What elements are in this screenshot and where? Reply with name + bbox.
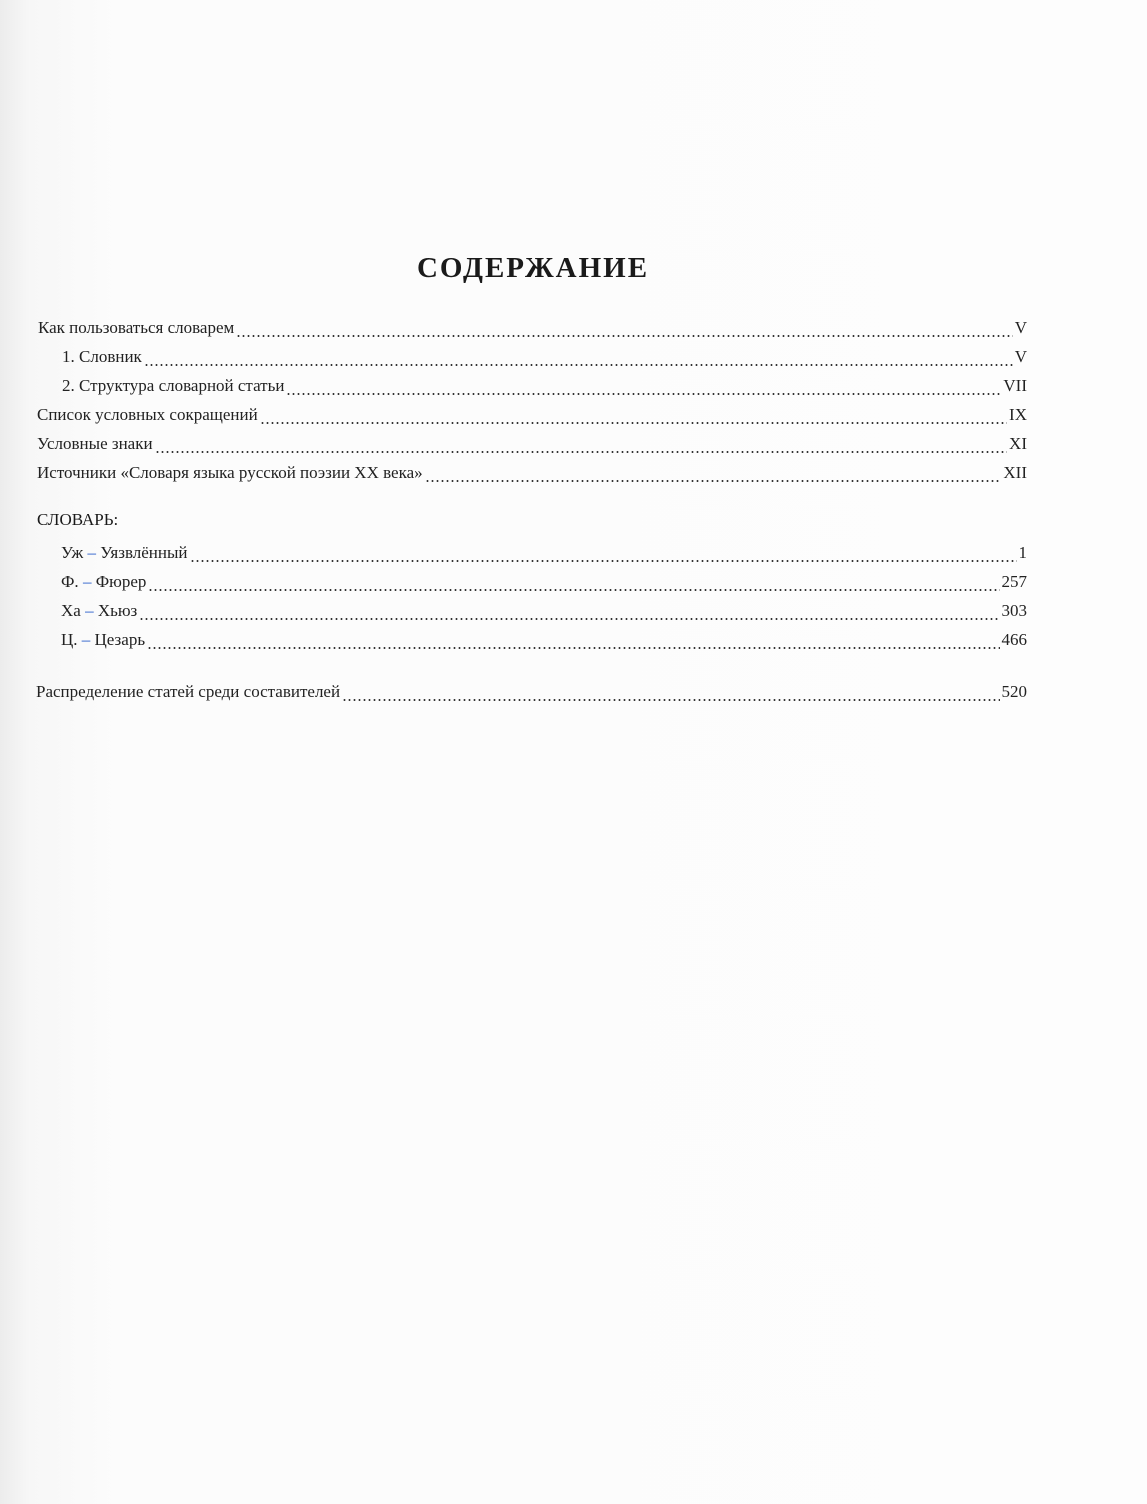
toc-entry-page: V xyxy=(1014,318,1027,337)
entry-from: Ф. xyxy=(61,572,79,591)
leader-dots xyxy=(190,549,1017,563)
entry-to: Цезарь xyxy=(94,630,146,649)
toc-entry xyxy=(37,461,1027,483)
toc-entry-page: XII xyxy=(1003,463,1027,482)
leader-dots xyxy=(148,578,999,592)
toc-entry-page: VII xyxy=(1003,376,1027,395)
entry-dash: – xyxy=(87,543,97,562)
toc-entry-label: Источники «Словаря языка русской поэзии XX века» xyxy=(37,463,423,482)
dictionary-entry xyxy=(61,570,1027,592)
toc-entry-page: XI xyxy=(1009,434,1027,453)
dictionary-entry xyxy=(61,599,1027,621)
entry-to: Фюрер xyxy=(95,572,147,591)
toc-entry-label: 2. Структура словарной статьи xyxy=(62,376,285,395)
dictionary-heading: СЛОВАРЬ: xyxy=(37,510,119,529)
toc-entry xyxy=(37,403,1027,425)
toc-entry-page: IX xyxy=(1009,405,1027,424)
dictionary-entry-page: 1 xyxy=(1018,543,1027,562)
leader-dots xyxy=(139,607,999,621)
leader-dots xyxy=(286,382,1001,396)
leader-dots xyxy=(260,411,1007,425)
dictionary-entry-page: 257 xyxy=(1001,572,1027,591)
entry-from: Ха xyxy=(61,601,81,620)
dictionary-entry-label xyxy=(61,572,146,592)
leader-dots xyxy=(155,440,1007,454)
toc-entry-label: Как пользоваться словарем xyxy=(38,318,235,337)
entry-to: Уязвлённый xyxy=(100,543,188,562)
dictionary-entry xyxy=(61,541,1027,563)
dictionary-entry-page: 303 xyxy=(1001,601,1027,620)
page-title: СОДЕРЖАНИЕ xyxy=(416,252,650,284)
dictionary-entry-label xyxy=(61,630,145,650)
entry-from: Ц. xyxy=(61,630,78,649)
toc-entry-label: 1. Словник xyxy=(62,347,142,366)
entry-dash: – xyxy=(85,601,94,620)
leader-dots xyxy=(342,688,999,702)
leader-dots xyxy=(425,469,1002,483)
dictionary-entry-label xyxy=(61,601,137,621)
leader-dots xyxy=(147,636,999,650)
toc-entry-page: V xyxy=(1014,347,1027,366)
toc-entry-label: Распределение статей среди составителей xyxy=(36,682,341,701)
toc-entry-page: 520 xyxy=(1001,682,1027,701)
toc-entry xyxy=(62,345,1027,367)
toc-entry xyxy=(36,680,1027,702)
leader-dots xyxy=(236,324,1012,338)
dictionary-entry-page: 466 xyxy=(1001,630,1027,649)
dictionary-entry-label xyxy=(61,543,188,563)
toc-entry xyxy=(38,316,1027,338)
entry-from: Уж xyxy=(61,543,84,562)
dictionary-entry xyxy=(61,628,1027,650)
entry-dash: – xyxy=(81,630,91,649)
toc-entry xyxy=(62,374,1027,396)
entry-dash: – xyxy=(82,572,92,591)
bleed-through-line xyxy=(0,175,1147,201)
toc-entry xyxy=(37,432,1027,454)
toc-entry-label: Условные знаки xyxy=(37,434,153,453)
leader-dots xyxy=(144,353,1013,367)
toc-entry-label: Список условных сокращений xyxy=(37,405,258,424)
entry-to: Хьюз xyxy=(97,601,138,620)
